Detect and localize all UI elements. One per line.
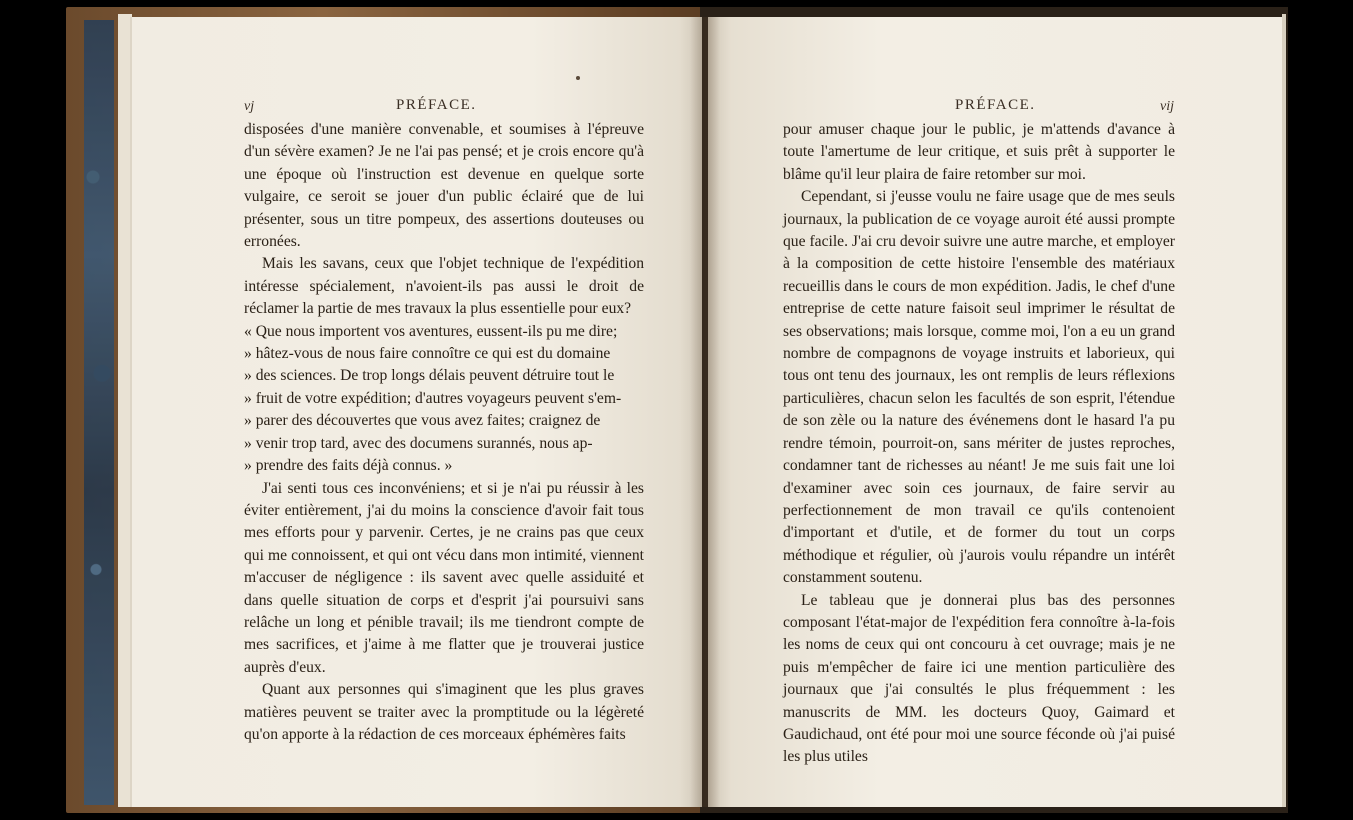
quote-line: » prendre des faits déjà connus. »	[244, 457, 453, 475]
right-folio: vij	[1160, 99, 1174, 114]
quote-line: « Que nous importent vos aventures, eussent-ils pu me dire;	[244, 322, 618, 340]
right-paragraph-2: Cependant, si j'eusse voulu ne faire usage que de mes seuls journaux, la publication de ce voyage auroit été aussi prompte que facile. J'ai cru devoir suivre une autre marche, et employer à la composition de cette histoire l'ensemble des matériaux recueillis dans le cours de mon expédition. Jadis, le chef d'une entreprise de cette nature faisoit seul imprimer le résultat de ses observations; mais lorsque, comme moi, l'on a eu un grand nombre de compagnons de voyage instruits et laborieux, qui tous ont tenu des journaux, les ont remplis de leurs réflexions particulières, chacun selon les facultés de son esprit, l'étendue de son zèle ou la nature des événemens dont le hasard l'a pu rendre témoin, pourroit-on, sans mériter de justes reproches, condamner tant de richesses au néant! Je me suis fait une loi d'examiner avec soin ces journaux, de faire servir au perfectionnement de mon travail ce qu'ils contenoient d'important et d'utile, et de former du tout un corps méthodique et régulier, où j'aurois voulu répandre un intérêt constamment soutenu.	[783, 188, 1175, 587]
left-paragraph-4: Quant aux personnes qui s'imaginent que les plus graves matières peuvent se traiter avec la promptitude ou la légèreté qu'on apporte à la rédaction de ces morceaux éphémères faits	[244, 681, 644, 743]
quote-line: » hâtez-vous de nous faire connoître ce qui est du domaine	[244, 345, 611, 363]
quote-line: » fruit de votre expédition; d'autres voyageurs peuvent s'em-	[244, 389, 622, 407]
right-paragraph-3: Le tableau que je donnerai plus bas des personnes composant l'état-major de l'expédition fera connoître à-la-fois les noms de ceux qui ont concouru à cet ouvrage; mais je ne puis m'empêcher de faire ici une mention particulière des journaux que j'ai consultés le plus fréquemment : les manuscrits de MM. les docteurs Quoy, Gaimard et Gaudichaud, ont été pour moi une source féconde où j'ai puisé les plus utiles	[783, 591, 1175, 766]
book-gutter	[690, 17, 720, 807]
quote-line: » venir trop tard, avec des documens surannés, nous ap-	[244, 434, 593, 452]
marbled-binding-edge	[84, 20, 114, 805]
left-paragraph-2: Mais les savans, ceux que l'objet technique de l'expédition intéresse spécialement, n'avoient-ils pas aussi le droit de réclamer la partie de mes travaux la plus essentielle pour eux?	[244, 255, 644, 318]
left-paragraph-1: disposées d'une manière convenable, et soumises à l'épreuve d'un sévère examen? Je ne l'ai pas pensé; et je crois encore qu'à une époque où l'instruction est devenue en quelque sorte vulgaire, ce seroit se jouer d'un public éclairé que de lui présenter, sous un titre pompeux, des assertions douteuses ou erronées.	[244, 121, 644, 251]
right-paragraph-1: pour amuser chaque jour le public, je m'attends d'avance à toute l'amertume de leur critique, et suis prêt à supporter le blâme qu'il leur plaira de faire retomber sur moi.	[783, 121, 1175, 183]
ornament-dot	[576, 76, 580, 80]
right-body-text	[783, 119, 1175, 769]
quote-line: » parer des découvertes que vous avez faites; craignez de	[244, 412, 601, 430]
page-edges-left	[118, 14, 132, 807]
left-paragraph-3: J'ai senti tous ces inconvéniens; et si je n'ai pu réussir à les éviter entièrement, j'ai du moins la conscience d'avoir fait tous mes efforts pour y parvenir. Certes, je ne crains pas que ceux qui me connoissent, et qui ont vécu dans mon intimité, viennent m'accuser de négligence : ils savent avec quelle assiduité et dans quelle situation de corps et d'esprit j'ai poursuivi sans relâche un long et pénible travail; ils me tiendront compte de mes sacrifices, et j'aime à me flatter que je trouverai justice auprès d'eux.	[244, 479, 644, 676]
right-running-head: PRÉFACE.	[955, 97, 1036, 113]
quote-line: » des sciences. De trop longs délais peuvent détruire tout le	[244, 367, 615, 385]
left-running-head: PRÉFACE.	[396, 97, 477, 113]
page-edges-right	[1282, 14, 1286, 807]
quotation-block	[244, 321, 644, 478]
left-body-text	[244, 119, 644, 746]
left-folio: vj	[244, 99, 255, 114]
